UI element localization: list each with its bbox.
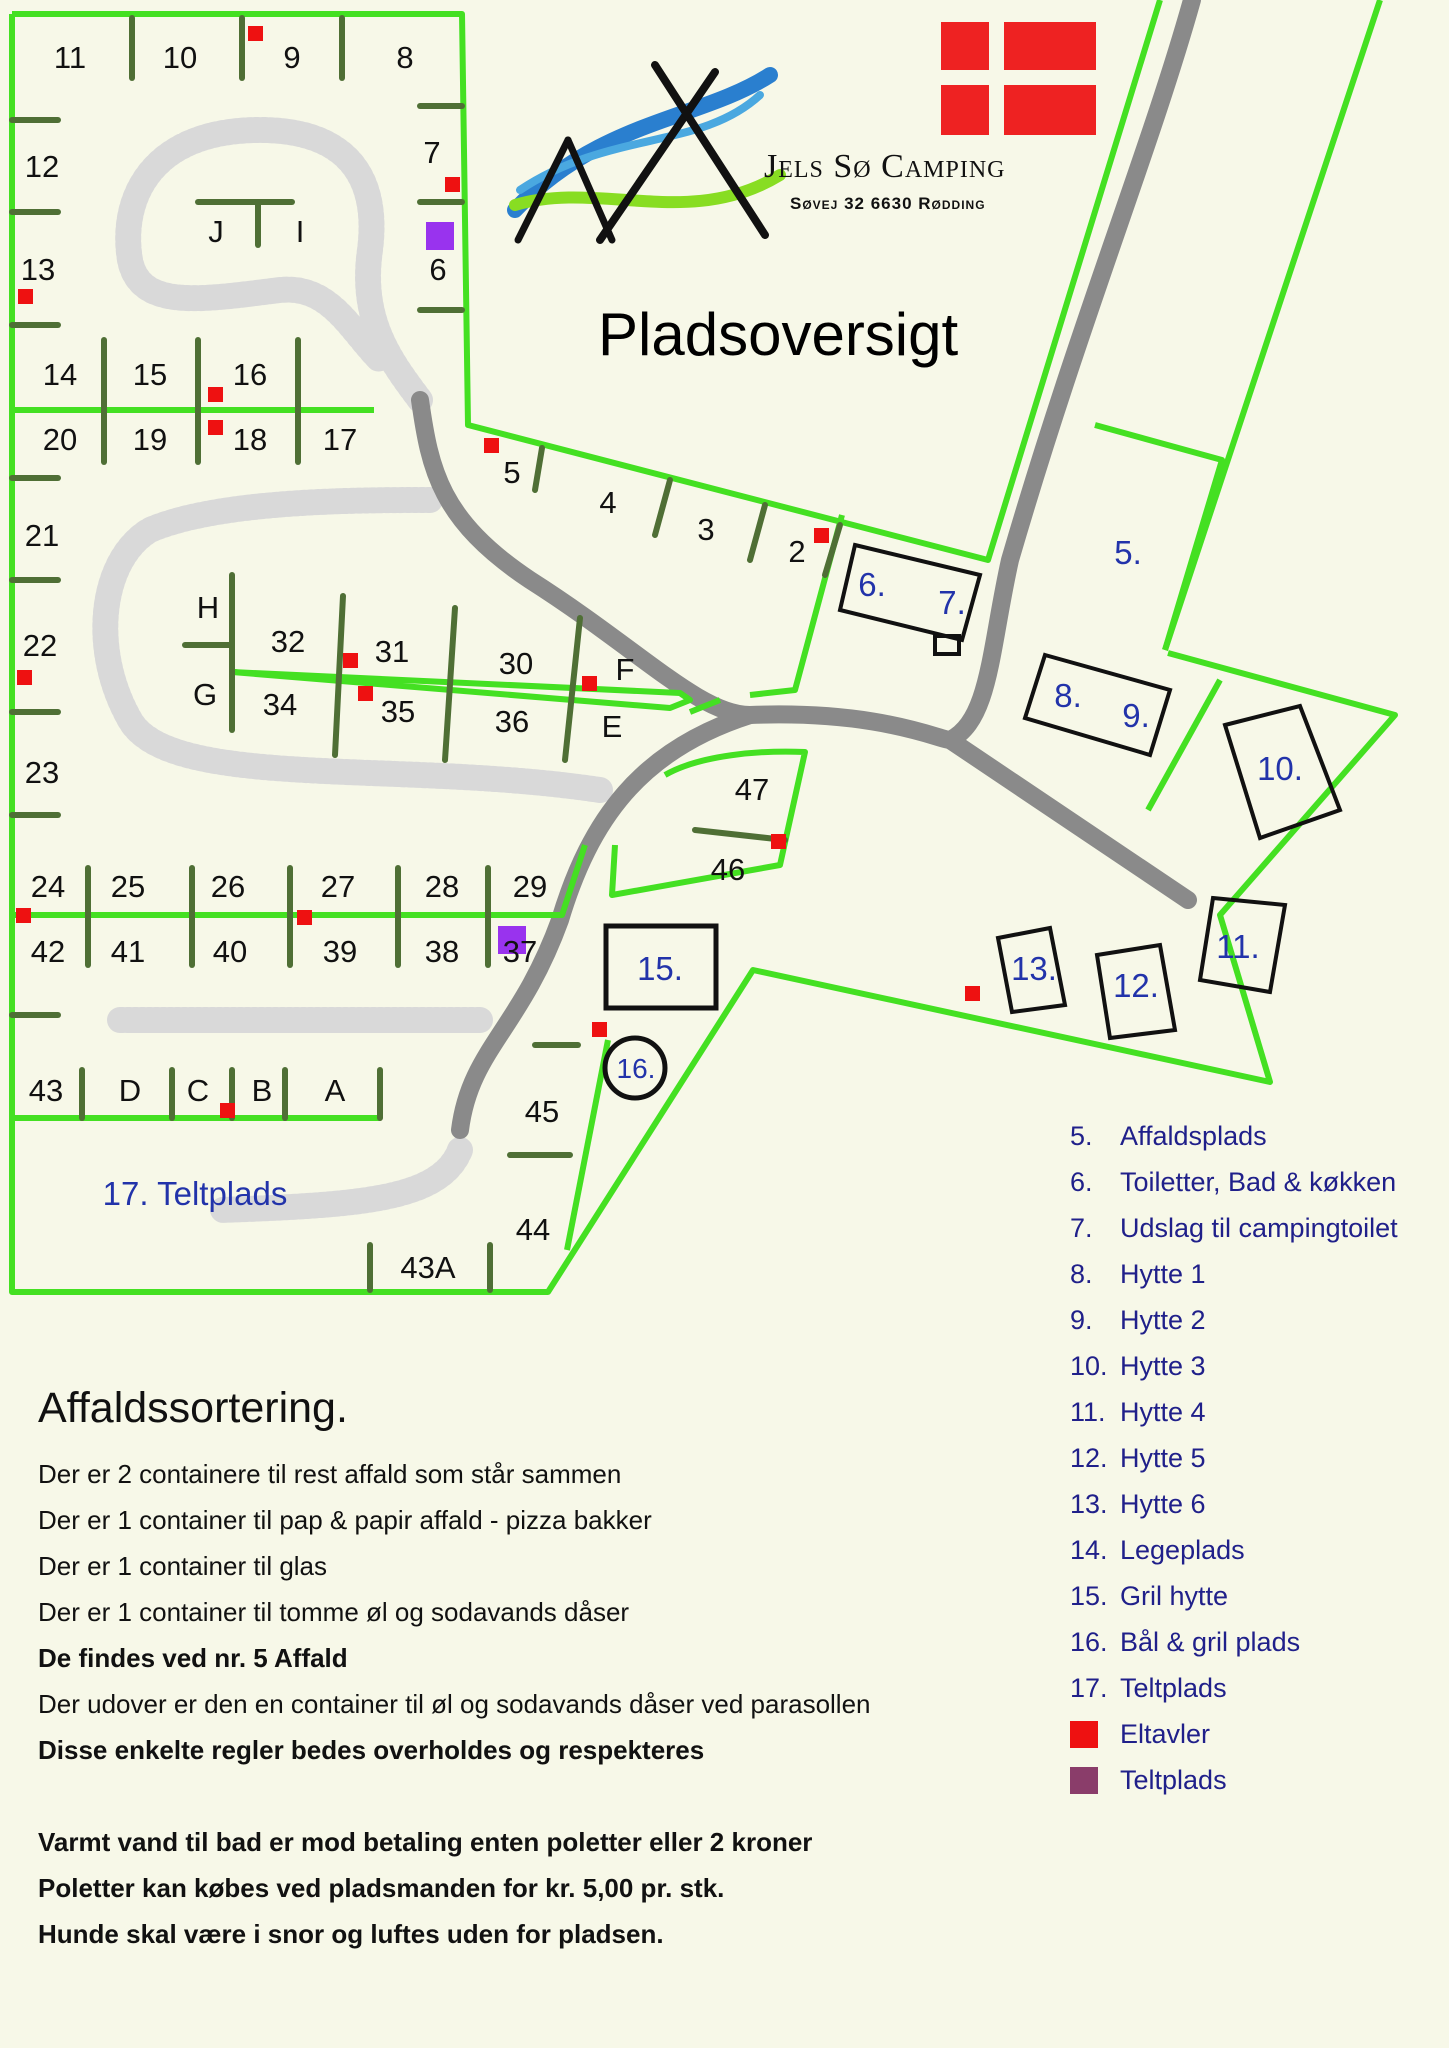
plot-label: 43 — [28, 1073, 64, 1108]
plot-label: 43A — [400, 1250, 456, 1285]
facility-label-8: 8. — [1054, 677, 1082, 714]
plot-label: 42 — [30, 934, 66, 969]
plot-label: 47 — [734, 772, 770, 807]
plot-label: 16 — [232, 357, 268, 392]
plot-label: 41 — [110, 934, 146, 969]
legend-num: 9. — [1070, 1305, 1093, 1335]
legend-label: Hytte 3 — [1120, 1351, 1206, 1381]
plot-label: 27 — [320, 869, 356, 904]
plot-label: 11 — [53, 40, 87, 75]
legend-num: 17. — [1070, 1673, 1108, 1703]
legend-num: 15. — [1070, 1581, 1108, 1611]
facility-label-16: 16. — [616, 1053, 656, 1084]
plot-label: 9 — [283, 40, 301, 75]
plot-label: G — [192, 677, 218, 712]
plot-label: 29 — [512, 869, 548, 904]
note-line: Varmt vand til bad er mod betaling enten poletter eller 2 kroner — [38, 1827, 813, 1857]
plot-label: A — [324, 1073, 346, 1108]
legend-num: 14. — [1070, 1535, 1108, 1565]
danish-flag-icon — [941, 22, 1096, 135]
plot-label: 24 — [30, 869, 66, 904]
rule-line: Der udover er den en container til øl og sodavands dåser ved parasollen — [38, 1689, 871, 1719]
facility-label-9: 9. — [1122, 697, 1150, 734]
legend-label: Toiletter, Bad & køkken — [1120, 1167, 1397, 1197]
facility-label-17: 17. Teltplads — [102, 1175, 288, 1212]
legend-item — [1070, 1297, 1398, 1343]
plot-label: 46 — [710, 852, 746, 887]
legend-label: Hytte 2 — [1120, 1305, 1206, 1335]
legend-label: Gril hytte — [1120, 1581, 1229, 1611]
plot-label: 31 — [374, 634, 410, 669]
plot-label: J — [208, 214, 224, 249]
plot-label: 37 — [502, 934, 538, 969]
plot-label: D — [118, 1073, 142, 1108]
rule-line: Der er 2 containere til rest affald som står sammen — [38, 1459, 622, 1489]
plot-label: 23 — [24, 755, 60, 790]
plot-label: 2 — [788, 534, 806, 569]
logo-graphic — [515, 65, 780, 240]
rule-line: Der er 1 container til tomme øl og sodavands dåser — [38, 1597, 630, 1627]
plot-label: 44 — [515, 1212, 551, 1247]
plot-label: 35 — [380, 694, 416, 729]
legend-num: 7. — [1070, 1213, 1093, 1243]
plot-label: 34 — [262, 687, 298, 722]
legend-label: Eltavler — [1120, 1719, 1211, 1749]
facility-label-10: 10. — [1257, 750, 1303, 787]
facility-label-6: 6. — [858, 566, 886, 603]
logo-name: Jels Sø Camping — [764, 148, 1006, 185]
legend-label: Hytte 6 — [1120, 1489, 1206, 1519]
rule-line: De findes ved nr. 5 Affald — [38, 1643, 348, 1673]
page-title: Pladsoversigt — [598, 301, 959, 368]
facility-label-15: 15. — [637, 950, 683, 987]
legend-item — [1070, 1573, 1398, 1619]
legend-label: Udslag til campingtoilet — [1120, 1213, 1398, 1243]
plot-label: 30 — [498, 646, 534, 681]
legend-label: Bål & gril plads — [1120, 1627, 1301, 1657]
legend-item — [1070, 1527, 1398, 1573]
legend-item — [1070, 1619, 1398, 1665]
plot-label: 13 — [20, 252, 56, 287]
legend-item-teltplads — [1070, 1757, 1398, 1803]
legend-item — [1070, 1159, 1398, 1205]
legend-item — [1070, 1435, 1398, 1481]
plot-label: 15 — [132, 357, 168, 392]
eltavle-swatch-icon — [1070, 1721, 1098, 1748]
plot-label: 8 — [396, 40, 414, 75]
legend-label: Hytte 1 — [1120, 1259, 1206, 1289]
plot-label: 32 — [270, 624, 306, 659]
legend-item — [1070, 1251, 1398, 1297]
plot-label: 6 — [429, 252, 447, 287]
legend-item — [1070, 1665, 1398, 1711]
legend-label: Hytte 5 — [1120, 1443, 1206, 1473]
plot-label: 19 — [132, 422, 168, 457]
legend-item — [1070, 1481, 1398, 1527]
legend-num: 11. — [1070, 1397, 1106, 1427]
note-line: Poletter kan købes ved pladsmanden for kr. 5,00 pr. stk. — [38, 1873, 725, 1903]
plot-label: 5 — [503, 455, 521, 490]
note-line: Hunde skal være i snor og luftes uden for pladsen. — [38, 1919, 664, 1949]
plot-label: 17 — [322, 422, 358, 457]
plot-label: 36 — [494, 704, 530, 739]
plot-label: 3 — [697, 512, 715, 547]
plot-label: 18 — [232, 422, 268, 457]
plot-label: E — [601, 709, 623, 744]
legend-num: 6. — [1070, 1167, 1093, 1197]
plot-label: 12 — [24, 149, 60, 184]
plot-label: 45 — [524, 1094, 560, 1129]
legend-item — [1070, 1205, 1398, 1251]
legend-item — [1070, 1343, 1398, 1389]
legend-num: 5. — [1070, 1121, 1093, 1151]
legend-item — [1070, 1389, 1398, 1435]
legend-num: 8. — [1070, 1259, 1093, 1289]
logo-address: Søvej 32 6630 Rødding — [790, 194, 986, 213]
plot-label: 4 — [599, 485, 617, 520]
plot-label: 7 — [423, 135, 441, 170]
plot-label: F — [615, 652, 635, 687]
legend-label: Teltplads — [1120, 1765, 1227, 1795]
plot-label: 26 — [210, 869, 246, 904]
plot-label: 21 — [24, 518, 60, 553]
plot-label: 39 — [322, 934, 358, 969]
electricity-boxes — [16, 26, 980, 1118]
teltplads-swatch-icon — [1070, 1767, 1098, 1794]
facility-label-12: 12. — [1113, 967, 1159, 1004]
facility-label-5: 5. — [1114, 534, 1142, 571]
facility-label-11: 11. — [1216, 928, 1260, 965]
legend-item — [1070, 1113, 1398, 1159]
plot-label: B — [251, 1073, 273, 1108]
plot-label: 40 — [212, 934, 248, 969]
plot-label: 10 — [162, 40, 198, 75]
legend-label: Hytte 4 — [1120, 1397, 1206, 1427]
spacer — [38, 1773, 1038, 1819]
plot-label: C — [186, 1073, 210, 1108]
rules-heading: Affaldssortering. — [38, 1384, 348, 1432]
rule-line: Der er 1 container til pap & papir affald - pizza bakker — [38, 1505, 652, 1535]
legend-label: Legeplads — [1120, 1535, 1245, 1565]
plot-label: 20 — [42, 422, 78, 457]
rule-line: Der er 1 container til glas — [38, 1551, 328, 1581]
facility-label-13: 13. — [1011, 950, 1057, 987]
plot-label: 14 — [42, 357, 78, 392]
plot-label: 22 — [22, 628, 58, 663]
legend-num: 16. — [1070, 1627, 1108, 1657]
plot-label: 38 — [424, 934, 460, 969]
plot-label: 28 — [424, 869, 460, 904]
plot-label: 25 — [110, 869, 146, 904]
legend-num: 12. — [1070, 1443, 1108, 1473]
legend-item-eltavler — [1070, 1711, 1398, 1757]
plot-label: I — [295, 214, 305, 249]
rules-section — [38, 1384, 1038, 1957]
facility-label-7: 7. — [938, 584, 966, 621]
tent-markers — [426, 222, 526, 954]
map-legend — [1070, 1113, 1398, 1803]
legend-num: 13. — [1070, 1489, 1108, 1519]
legend-label: Affaldsplads — [1120, 1121, 1267, 1151]
plot-label: H — [196, 590, 220, 625]
legend-label: Teltplads — [1120, 1673, 1227, 1703]
legend-num: 10. — [1070, 1351, 1108, 1381]
rule-line: Disse enkelte regler bedes overholdes og respekteres — [38, 1735, 705, 1765]
